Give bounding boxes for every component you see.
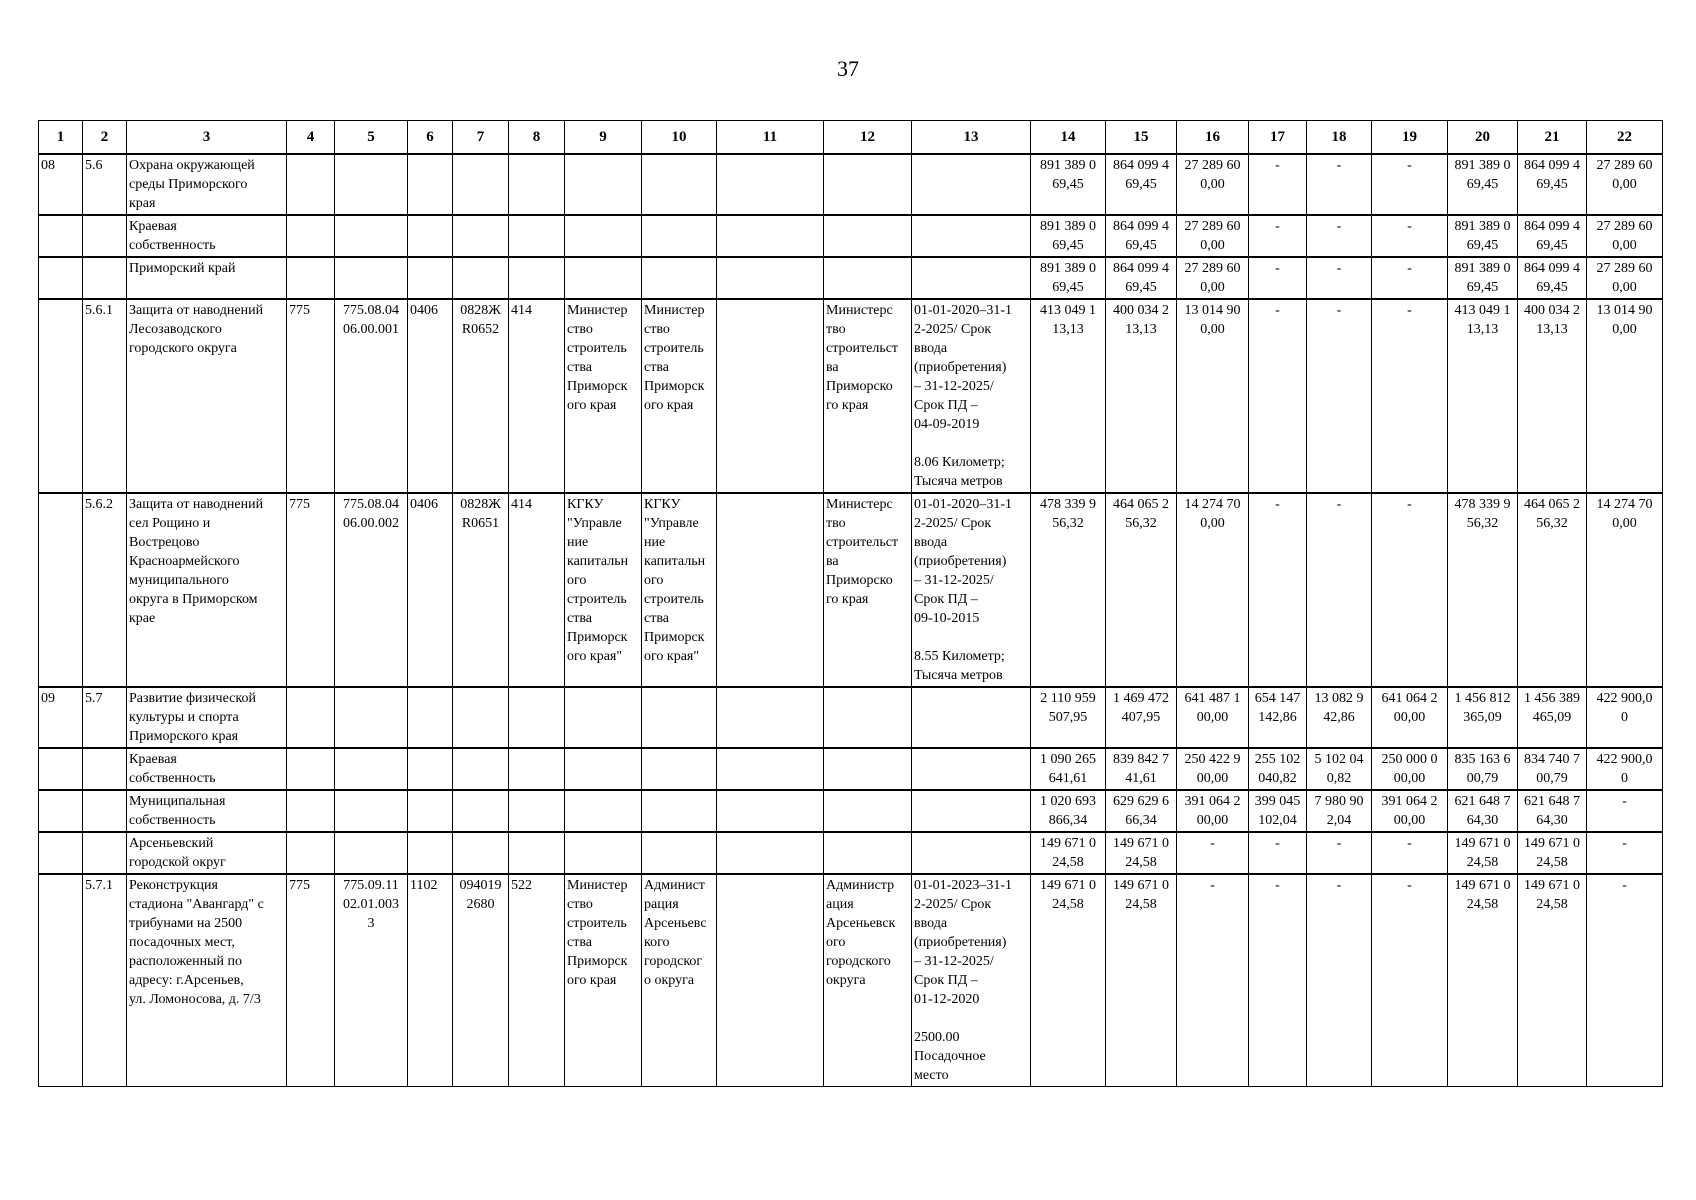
table-cell: 775 xyxy=(287,299,335,493)
table-cell xyxy=(453,748,509,790)
table-cell: 27 289 60 0,00 xyxy=(1177,215,1249,257)
table-cell: 641 064 2 00,00 xyxy=(1372,687,1448,748)
table-cell: 400 034 2 13,13 xyxy=(1518,299,1587,493)
table-cell: 891 389 0 69,45 xyxy=(1031,154,1106,215)
table-cell xyxy=(335,832,408,874)
table-cell: 891 389 0 69,45 xyxy=(1031,215,1106,257)
table-cell: 414 xyxy=(509,299,565,493)
table-row xyxy=(39,790,1663,832)
table-cell: - xyxy=(1249,154,1307,215)
table-cell: - xyxy=(1307,874,1372,1087)
table-cell xyxy=(408,257,453,299)
table-cell xyxy=(83,832,127,874)
table-row xyxy=(39,687,1663,748)
header-cell: 11 xyxy=(717,121,824,155)
table-cell xyxy=(824,748,912,790)
table-cell: 864 099 4 69,45 xyxy=(1106,257,1177,299)
table-cell xyxy=(717,493,824,687)
header-cell: 2 xyxy=(83,121,127,155)
table-row xyxy=(39,874,1663,1087)
table-cell: 1102 xyxy=(408,874,453,1087)
table-cell: 839 842 7 41,61 xyxy=(1106,748,1177,790)
table-cell: 01-01-2020–31-1 2-2025/ Срок ввода (приобретения) – 31-12-2025/ Срок ПД – 04-09-2019 8.06 Километр; Тысяча метров xyxy=(912,299,1031,493)
table-cell xyxy=(824,790,912,832)
table-cell: Министер ство строитель ства Приморск ого края xyxy=(642,299,717,493)
header-cell: 20 xyxy=(1448,121,1518,155)
table-cell xyxy=(565,748,642,790)
table-cell xyxy=(408,748,453,790)
table-cell: 464 065 2 56,32 xyxy=(1518,493,1587,687)
table-cell: Министерс тво строительст ва Приморско го края xyxy=(824,299,912,493)
table-cell: 641 487 1 00,00 xyxy=(1177,687,1249,748)
header-cell: 5 xyxy=(335,121,408,155)
table-cell xyxy=(565,832,642,874)
header-cell: 22 xyxy=(1587,121,1663,155)
table-cell: 250 000 0 00,00 xyxy=(1372,748,1448,790)
table-cell: 391 064 2 00,00 xyxy=(1372,790,1448,832)
table-cell: 775.08.04 06.00.002 xyxy=(335,493,408,687)
table-cell xyxy=(287,790,335,832)
table-cell: 629 629 6 66,34 xyxy=(1106,790,1177,832)
table-row xyxy=(39,748,1663,790)
table-cell xyxy=(408,790,453,832)
table-cell: 478 339 9 56,32 xyxy=(1031,493,1106,687)
table-cell: Министер ство строитель ства Приморск ого края xyxy=(565,299,642,493)
table-cell xyxy=(408,215,453,257)
table-cell: 0828Ж R0652 xyxy=(453,299,509,493)
table-cell: Администр ация Арсеньевск ого городского округа xyxy=(824,874,912,1087)
table-cell: 250 422 9 00,00 xyxy=(1177,748,1249,790)
table-cell: 891 389 0 69,45 xyxy=(1448,154,1518,215)
table-cell xyxy=(642,748,717,790)
table-cell xyxy=(912,748,1031,790)
table-cell: 864 099 4 69,45 xyxy=(1106,154,1177,215)
table-cell xyxy=(509,790,565,832)
table-cell: 891 389 0 69,45 xyxy=(1448,215,1518,257)
header-cell: 21 xyxy=(1518,121,1587,155)
table-cell: 413 049 1 13,13 xyxy=(1448,299,1518,493)
table-cell: - xyxy=(1177,874,1249,1087)
table-cell xyxy=(642,215,717,257)
table-cell xyxy=(408,687,453,748)
header-cell: 9 xyxy=(565,121,642,155)
table-cell: - xyxy=(1372,215,1448,257)
table-cell: 775.08.04 06.00.001 xyxy=(335,299,408,493)
table-cell xyxy=(83,748,127,790)
table-cell: 864 099 4 69,45 xyxy=(1106,215,1177,257)
table-cell: 5.6 xyxy=(83,154,127,215)
table-cell xyxy=(408,832,453,874)
table-cell: 5.6.2 xyxy=(83,493,127,687)
table-cell xyxy=(287,748,335,790)
table-cell xyxy=(717,687,824,748)
table-cell xyxy=(453,832,509,874)
table-cell: - xyxy=(1372,493,1448,687)
table-cell: 654 147 142,86 xyxy=(1249,687,1307,748)
table-cell: - xyxy=(1372,832,1448,874)
table-cell xyxy=(509,257,565,299)
table-cell xyxy=(642,832,717,874)
table-cell: - xyxy=(1372,257,1448,299)
table-cell: 149 671 0 24,58 xyxy=(1448,874,1518,1087)
table-cell xyxy=(39,493,83,687)
budget-table xyxy=(38,120,1663,1087)
table-cell xyxy=(39,257,83,299)
table-row xyxy=(39,215,1663,257)
table-cell: 464 065 2 56,32 xyxy=(1106,493,1177,687)
table-cell xyxy=(565,215,642,257)
table-cell: Министер ство строитель ства Приморск ого края xyxy=(565,874,642,1087)
table-cell: 864 099 4 69,45 xyxy=(1518,215,1587,257)
table-cell xyxy=(642,154,717,215)
table-cell: 149 671 0 24,58 xyxy=(1448,832,1518,874)
table-cell xyxy=(39,299,83,493)
table-cell xyxy=(453,257,509,299)
header-row xyxy=(39,121,1663,155)
table-cell: 835 163 6 00,79 xyxy=(1448,748,1518,790)
table-cell: Защита от наводнений Лесозаводского городского округа xyxy=(127,299,287,493)
table-cell: Краевая собственность xyxy=(127,215,287,257)
table-cell xyxy=(335,748,408,790)
table-cell: Министерс тво строительст ва Приморско го края xyxy=(824,493,912,687)
table-cell: 13 014 90 0,00 xyxy=(1177,299,1249,493)
table-cell: 27 289 60 0,00 xyxy=(1587,154,1663,215)
table-cell: - xyxy=(1249,493,1307,687)
page-number: 37 xyxy=(837,56,859,81)
table-cell xyxy=(509,154,565,215)
header-cell: 13 xyxy=(912,121,1031,155)
table-row xyxy=(39,299,1663,493)
table-cell: - xyxy=(1372,299,1448,493)
table-cell: Реконструкция стадиона "Авангард" с трибунами на 2500 посадочных мест, расположенный по адресу: г.Арсеньев, ул. Ломоносова, д. 7/3 xyxy=(127,874,287,1087)
table-cell: 2 110 959 507,95 xyxy=(1031,687,1106,748)
table-row xyxy=(39,832,1663,874)
table-cell: 775.09.11 02.01.003 3 xyxy=(335,874,408,1087)
table-cell: 1 020 693 866,34 xyxy=(1031,790,1106,832)
table-cell xyxy=(912,154,1031,215)
table-cell: 27 289 60 0,00 xyxy=(1587,215,1663,257)
table-cell xyxy=(335,215,408,257)
table-cell: 13 014 90 0,00 xyxy=(1587,299,1663,493)
table-cell: 1 469 472 407,95 xyxy=(1106,687,1177,748)
table-cell: - xyxy=(1249,874,1307,1087)
table-cell: 1 456 812 365,09 xyxy=(1448,687,1518,748)
table-row xyxy=(39,257,1663,299)
table-cell: 01-01-2020–31-1 2-2025/ Срок ввода (приобретения) – 31-12-2025/ Срок ПД – 09-10-2015 8.55 Километр; Тысяча метров xyxy=(912,493,1031,687)
table-cell: 422 900,0 0 xyxy=(1587,687,1663,748)
table-cell xyxy=(912,790,1031,832)
table-cell: 149 671 0 24,58 xyxy=(1518,874,1587,1087)
header-cell: 17 xyxy=(1249,121,1307,155)
table-cell xyxy=(912,687,1031,748)
table-cell: 149 671 0 24,58 xyxy=(1106,874,1177,1087)
table-cell xyxy=(408,154,453,215)
table-cell xyxy=(287,687,335,748)
table-cell xyxy=(824,154,912,215)
table-cell: 522 xyxy=(509,874,565,1087)
table-cell: Защита от наводнений сел Рощино и Вострецово Красноармейского муниципального округа в Приморском крае xyxy=(127,493,287,687)
table-cell: 5.6.1 xyxy=(83,299,127,493)
table-cell: 864 099 4 69,45 xyxy=(1518,257,1587,299)
table-cell xyxy=(83,790,127,832)
header-cell: 12 xyxy=(824,121,912,155)
table-cell: 414 xyxy=(509,493,565,687)
header-cell: 7 xyxy=(453,121,509,155)
table-cell: 27 289 60 0,00 xyxy=(1587,257,1663,299)
table-cell: Охрана окружающей среды Приморского края xyxy=(127,154,287,215)
table-cell: 149 671 0 24,58 xyxy=(1031,874,1106,1087)
table-cell: 7 980 90 2,04 xyxy=(1307,790,1372,832)
table-cell xyxy=(717,257,824,299)
table-cell: 0828Ж R0651 xyxy=(453,493,509,687)
table-cell: 891 389 0 69,45 xyxy=(1031,257,1106,299)
table-cell xyxy=(824,687,912,748)
table-cell xyxy=(509,748,565,790)
table-cell: - xyxy=(1307,299,1372,493)
table-cell xyxy=(717,748,824,790)
table-cell: 1 456 389 465,09 xyxy=(1518,687,1587,748)
table-cell xyxy=(39,874,83,1087)
table-cell: Муниципальная собственность xyxy=(127,790,287,832)
table-cell: - xyxy=(1307,493,1372,687)
table-cell: - xyxy=(1587,832,1663,874)
table-cell: - xyxy=(1307,215,1372,257)
table-cell: 149 671 0 24,58 xyxy=(1031,832,1106,874)
table-cell xyxy=(287,215,335,257)
table-cell xyxy=(717,215,824,257)
table-body xyxy=(39,154,1663,1087)
table-cell xyxy=(717,299,824,493)
table-cell: - xyxy=(1249,832,1307,874)
table-cell xyxy=(824,257,912,299)
table-cell xyxy=(824,832,912,874)
table-cell: 01-01-2023–31-1 2-2025/ Срок ввода (приобретения) – 31-12-2025/ Срок ПД – 01-12-2020 2500.00 Посадочное место xyxy=(912,874,1031,1087)
table-cell xyxy=(509,687,565,748)
table-cell: 27 289 60 0,00 xyxy=(1177,257,1249,299)
table-cell: КГКУ "Управле ние капитальн ого строитель ства Приморск ого края" xyxy=(565,493,642,687)
header-cell: 16 xyxy=(1177,121,1249,155)
table-cell: - xyxy=(1307,832,1372,874)
table-cell xyxy=(287,257,335,299)
table-cell xyxy=(453,687,509,748)
table-cell: 255 102 040,82 xyxy=(1249,748,1307,790)
header-cell: 8 xyxy=(509,121,565,155)
header-cell: 18 xyxy=(1307,121,1372,155)
table-cell: 478 339 9 56,32 xyxy=(1448,493,1518,687)
table-cell: 08 xyxy=(39,154,83,215)
table-cell xyxy=(335,790,408,832)
table-cell: КГКУ "Управле ние капитальн ого строитель ства Приморск ого края" xyxy=(642,493,717,687)
table-cell: Приморский край xyxy=(127,257,287,299)
table-cell: 14 274 70 0,00 xyxy=(1177,493,1249,687)
table-cell: 775 xyxy=(287,874,335,1087)
table-cell xyxy=(912,257,1031,299)
table-cell: - xyxy=(1307,257,1372,299)
table-cell: 422 900,0 0 xyxy=(1587,748,1663,790)
table-cell: 27 289 60 0,00 xyxy=(1177,154,1249,215)
table-cell: - xyxy=(1587,874,1663,1087)
table-cell: 09 xyxy=(39,687,83,748)
table-cell: 413 049 1 13,13 xyxy=(1031,299,1106,493)
table-cell xyxy=(717,154,824,215)
table-cell xyxy=(83,257,127,299)
table-cell xyxy=(565,790,642,832)
table-cell: - xyxy=(1249,215,1307,257)
header-cell: 6 xyxy=(408,121,453,155)
table-row xyxy=(39,493,1663,687)
table-cell: 5.7 xyxy=(83,687,127,748)
table-cell: 094019 2680 xyxy=(453,874,509,1087)
table-cell: 5.7.1 xyxy=(83,874,127,1087)
table-cell xyxy=(509,832,565,874)
table-cell: 0406 xyxy=(408,493,453,687)
header-cell: 15 xyxy=(1106,121,1177,155)
table-cell xyxy=(39,832,83,874)
table-cell xyxy=(335,257,408,299)
table-cell: 13 082 9 42,86 xyxy=(1307,687,1372,748)
header-cell: 19 xyxy=(1372,121,1448,155)
table-cell: 621 648 7 64,30 xyxy=(1448,790,1518,832)
table-cell xyxy=(39,215,83,257)
table-cell xyxy=(39,748,83,790)
table-cell xyxy=(912,215,1031,257)
table-cell xyxy=(453,154,509,215)
table-cell xyxy=(824,215,912,257)
table-cell xyxy=(509,215,565,257)
table-cell xyxy=(565,687,642,748)
table-cell: 864 099 4 69,45 xyxy=(1518,154,1587,215)
table-cell: Арсеньевский городской округ xyxy=(127,832,287,874)
table-cell xyxy=(83,215,127,257)
table-row xyxy=(39,154,1663,215)
table-cell xyxy=(39,790,83,832)
header-cell: 1 xyxy=(39,121,83,155)
table-cell: - xyxy=(1307,154,1372,215)
table-cell xyxy=(642,790,717,832)
table-cell xyxy=(642,687,717,748)
header-cell: 14 xyxy=(1031,121,1106,155)
table-cell: - xyxy=(1587,790,1663,832)
table-cell xyxy=(717,790,824,832)
table-cell: Админист рация Арсеньевс кого городског о округа xyxy=(642,874,717,1087)
table-cell: 149 671 0 24,58 xyxy=(1106,832,1177,874)
table-cell xyxy=(565,257,642,299)
table-cell xyxy=(453,790,509,832)
table-cell: 0406 xyxy=(408,299,453,493)
table-cell: - xyxy=(1372,874,1448,1087)
table-cell xyxy=(335,687,408,748)
table-cell xyxy=(453,215,509,257)
table-cell: - xyxy=(1177,832,1249,874)
header-cell: 3 xyxy=(127,121,287,155)
table-cell: 621 648 7 64,30 xyxy=(1518,790,1587,832)
table-cell: - xyxy=(1249,257,1307,299)
table-cell: - xyxy=(1249,299,1307,493)
table-cell xyxy=(287,832,335,874)
table-cell xyxy=(287,154,335,215)
table-cell: 775 xyxy=(287,493,335,687)
table-cell xyxy=(912,832,1031,874)
table-cell: 391 064 2 00,00 xyxy=(1177,790,1249,832)
table-cell: 149 671 0 24,58 xyxy=(1518,832,1587,874)
table-cell xyxy=(717,874,824,1087)
table-cell: 1 090 265 641,61 xyxy=(1031,748,1106,790)
table-cell xyxy=(717,832,824,874)
table-cell: 834 740 7 00,79 xyxy=(1518,748,1587,790)
header-cell: 10 xyxy=(642,121,717,155)
table-cell: - xyxy=(1372,154,1448,215)
table-cell: 399 045 102,04 xyxy=(1249,790,1307,832)
table-cell: 14 274 70 0,00 xyxy=(1587,493,1663,687)
table-cell xyxy=(335,154,408,215)
table-cell xyxy=(565,154,642,215)
table-cell: Краевая собственность xyxy=(127,748,287,790)
table-cell: 400 034 2 13,13 xyxy=(1106,299,1177,493)
table-cell: 5 102 04 0,82 xyxy=(1307,748,1372,790)
table-cell: 891 389 0 69,45 xyxy=(1448,257,1518,299)
header-cell: 4 xyxy=(287,121,335,155)
table-cell: Развитие физической культуры и спорта Приморского края xyxy=(127,687,287,748)
table-cell xyxy=(642,257,717,299)
